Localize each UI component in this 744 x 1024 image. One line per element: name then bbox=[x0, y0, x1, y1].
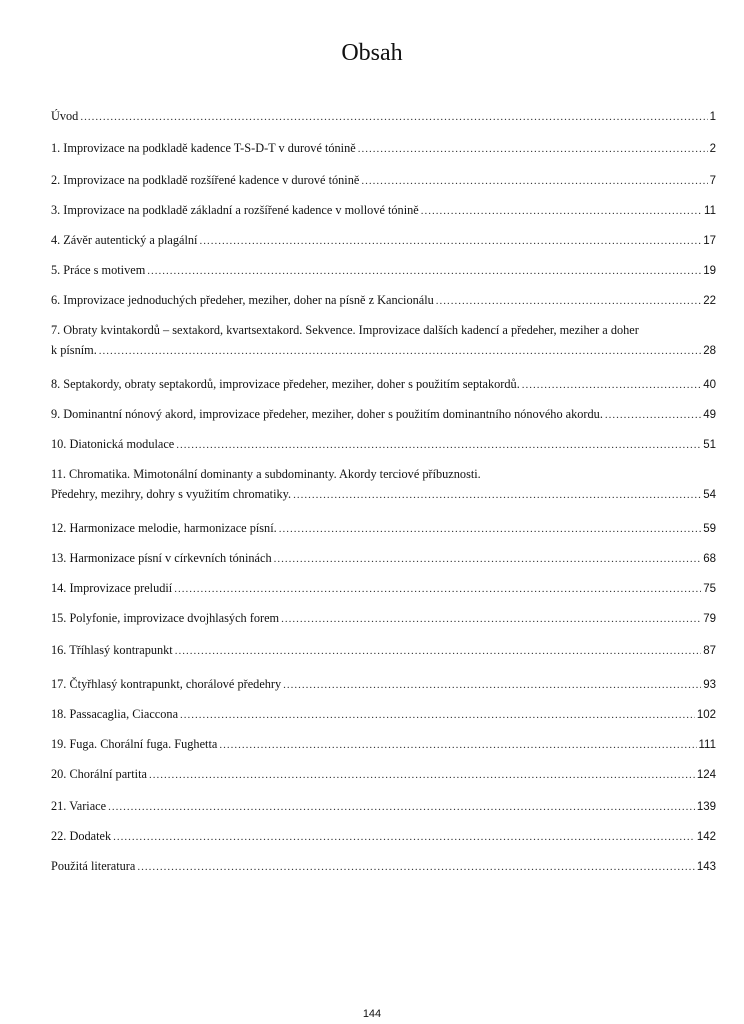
toc-entry-label: 6. Improvizace jednoduchých předeher, meziher, doher na písně z Kancionálu bbox=[51, 293, 434, 307]
toc-entry-page: 19 bbox=[703, 265, 716, 277]
toc-entry-page: 51 bbox=[703, 439, 716, 451]
toc-entry-page: 22 bbox=[703, 295, 716, 307]
toc-entry-uvod[interactable] bbox=[51, 108, 716, 124]
toc-entry-11[interactable] bbox=[51, 466, 716, 502]
dot-leader bbox=[605, 407, 701, 423]
dot-leader bbox=[219, 737, 696, 753]
toc-entry-label: 5. Práce s motivem bbox=[51, 263, 146, 277]
toc-entry-label: 8. Septakordy, obraty septakordů, improvizace předeher, meziher, doher s použitím septakordů. bbox=[51, 377, 520, 391]
toc-entry-page: 40 bbox=[703, 379, 716, 391]
toc-entry-label: 19. Fuga. Chorální fuga. Fughetta bbox=[51, 737, 218, 751]
toc-entry-label: 9. Dominantní nónový akord, improvizace předeher, meziher, doher s použitím dominantního nónového akordu. bbox=[51, 407, 603, 421]
toc-entry-label: 11. Chromatika. Mimotonální dominanty a subdominanty. Akordy terciové příbuznosti. bbox=[51, 467, 481, 481]
toc-entry-8[interactable] bbox=[51, 376, 716, 392]
toc-entry-label: 7. Obraty kvintakordů – sextakord, kvartsextakord. Sekvence. Improvizace dalších kadencí a předeher, meziher a doher bbox=[51, 323, 639, 337]
dot-leader bbox=[293, 487, 701, 503]
toc-entry-page: 49 bbox=[703, 409, 716, 421]
dot-leader bbox=[147, 263, 701, 279]
dot-leader bbox=[174, 581, 701, 597]
toc-entry-page: 17 bbox=[703, 235, 716, 247]
toc-entry-4[interactable] bbox=[51, 232, 716, 248]
toc-entry-page: 68 bbox=[703, 553, 716, 565]
toc-entry-9[interactable] bbox=[51, 406, 716, 422]
toc-entry-page: 59 bbox=[703, 523, 716, 535]
toc-entry-19[interactable] bbox=[51, 736, 716, 752]
toc-entry-page: 75 bbox=[703, 583, 716, 595]
dot-leader bbox=[149, 767, 695, 783]
toc-entry-label: 1. Improvizace na podkladě kadence T-S-D-T v durové tónině bbox=[51, 141, 356, 155]
dot-leader bbox=[199, 233, 701, 249]
dot-leader bbox=[113, 829, 695, 845]
toc-entry-18[interactable] bbox=[51, 706, 716, 722]
toc-entry-20[interactable] bbox=[51, 766, 716, 782]
toc-entry-12[interactable] bbox=[51, 520, 716, 536]
toc-entry-label: 10. Diatonická modulace bbox=[51, 437, 175, 451]
page-number: 144 bbox=[362, 1008, 382, 1020]
toc-entry-page: 124 bbox=[696, 769, 716, 781]
toc-entry-21[interactable] bbox=[51, 798, 716, 814]
toc-entry-5[interactable] bbox=[51, 262, 716, 278]
toc-entry-label-continued: Předehry, mezihry, dohry s využitím chromatiky. bbox=[51, 487, 292, 501]
dot-leader bbox=[421, 203, 702, 219]
toc-entry-page: 87 bbox=[703, 645, 716, 657]
toc-entry-label: 4. Závěr autentický a plagální bbox=[51, 233, 198, 247]
toc-entry-label: 15. Polyfonie, improvizace dvojhlasých forem bbox=[51, 611, 280, 625]
toc-entry-page: 93 bbox=[703, 679, 716, 691]
toc-entry-label: 12. Harmonizace melodie, harmonizace písní. bbox=[51, 521, 277, 535]
toc-entry-3[interactable] bbox=[51, 202, 716, 218]
dot-leader bbox=[180, 707, 695, 723]
toc-entry-page: 139 bbox=[696, 801, 716, 813]
toc-entry-14[interactable] bbox=[51, 580, 716, 596]
toc-entry-page: 7 bbox=[709, 175, 716, 187]
dot-leader bbox=[176, 437, 701, 453]
toc-entry-label: Úvod bbox=[51, 109, 79, 123]
toc-entry-2[interactable] bbox=[51, 172, 716, 188]
toc-entry-page: 143 bbox=[696, 861, 716, 873]
toc-entry-22[interactable] bbox=[51, 828, 716, 844]
dot-leader bbox=[281, 611, 701, 627]
toc-entry-label-continued: k písním. bbox=[51, 343, 97, 357]
dot-leader bbox=[279, 521, 702, 537]
toc-entry-page: 2 bbox=[709, 143, 716, 155]
toc-entry-page: 28 bbox=[703, 345, 716, 357]
toc-entry-label: 3. Improvizace na podkladě základní a rozšířené kadence v mollové tónině bbox=[51, 203, 419, 217]
toc-entry-label: Použitá literatura bbox=[51, 859, 136, 873]
toc-entry-page: 1 bbox=[709, 111, 716, 123]
toc-entry-page: 79 bbox=[703, 613, 716, 625]
toc-entry-label: 16. Tříhlasý kontrapunkt bbox=[51, 643, 173, 657]
dot-leader bbox=[436, 293, 701, 309]
dot-leader bbox=[175, 643, 702, 659]
toc-entry-10[interactable] bbox=[51, 436, 716, 452]
toc-entry-6[interactable] bbox=[51, 292, 716, 308]
toc-entry-label: 13. Harmonizace písní v církevních tóninách bbox=[51, 551, 272, 565]
dot-leader bbox=[522, 377, 701, 393]
dot-leader bbox=[358, 141, 708, 157]
toc-entry-page: 102 bbox=[696, 709, 716, 721]
page-title: Obsah bbox=[341, 40, 403, 66]
toc-entry-17[interactable] bbox=[51, 676, 716, 692]
toc-entry-label: 20. Chorální partita bbox=[51, 767, 147, 781]
dot-leader bbox=[137, 859, 694, 875]
toc-entry-literatura[interactable] bbox=[51, 858, 716, 874]
toc-entry-label: 17. Čtyřhlasý kontrapunkt, chorálové předehry bbox=[51, 677, 282, 691]
toc-entry-page: 142 bbox=[696, 831, 716, 843]
toc-entry-1[interactable] bbox=[51, 140, 716, 156]
dot-leader bbox=[274, 551, 702, 567]
toc-entry-page: 11 bbox=[704, 205, 716, 217]
toc-entry-label: 2. Improvizace na podkladě rozšířené kadence v durové tónině bbox=[51, 173, 360, 187]
dot-leader bbox=[108, 799, 695, 815]
toc-entry-7[interactable] bbox=[51, 322, 716, 358]
dot-leader bbox=[283, 677, 701, 693]
toc-entry-label: 21. Variace bbox=[51, 799, 107, 813]
toc-entry-page: 111 bbox=[698, 739, 716, 751]
dot-leader bbox=[99, 343, 701, 359]
toc-entry-label: 22. Dodatek bbox=[51, 829, 112, 843]
toc-entry-16[interactable] bbox=[51, 642, 716, 658]
dot-leader bbox=[361, 173, 707, 189]
toc-entry-15[interactable] bbox=[51, 610, 716, 626]
toc-entry-13[interactable] bbox=[51, 550, 716, 566]
toc-entry-label: 18. Passacaglia, Ciaccona bbox=[51, 707, 179, 721]
dot-leader bbox=[80, 109, 707, 125]
toc-entry-label: 14. Improvizace preludií bbox=[51, 581, 173, 595]
toc-entry-page: 54 bbox=[703, 489, 716, 501]
